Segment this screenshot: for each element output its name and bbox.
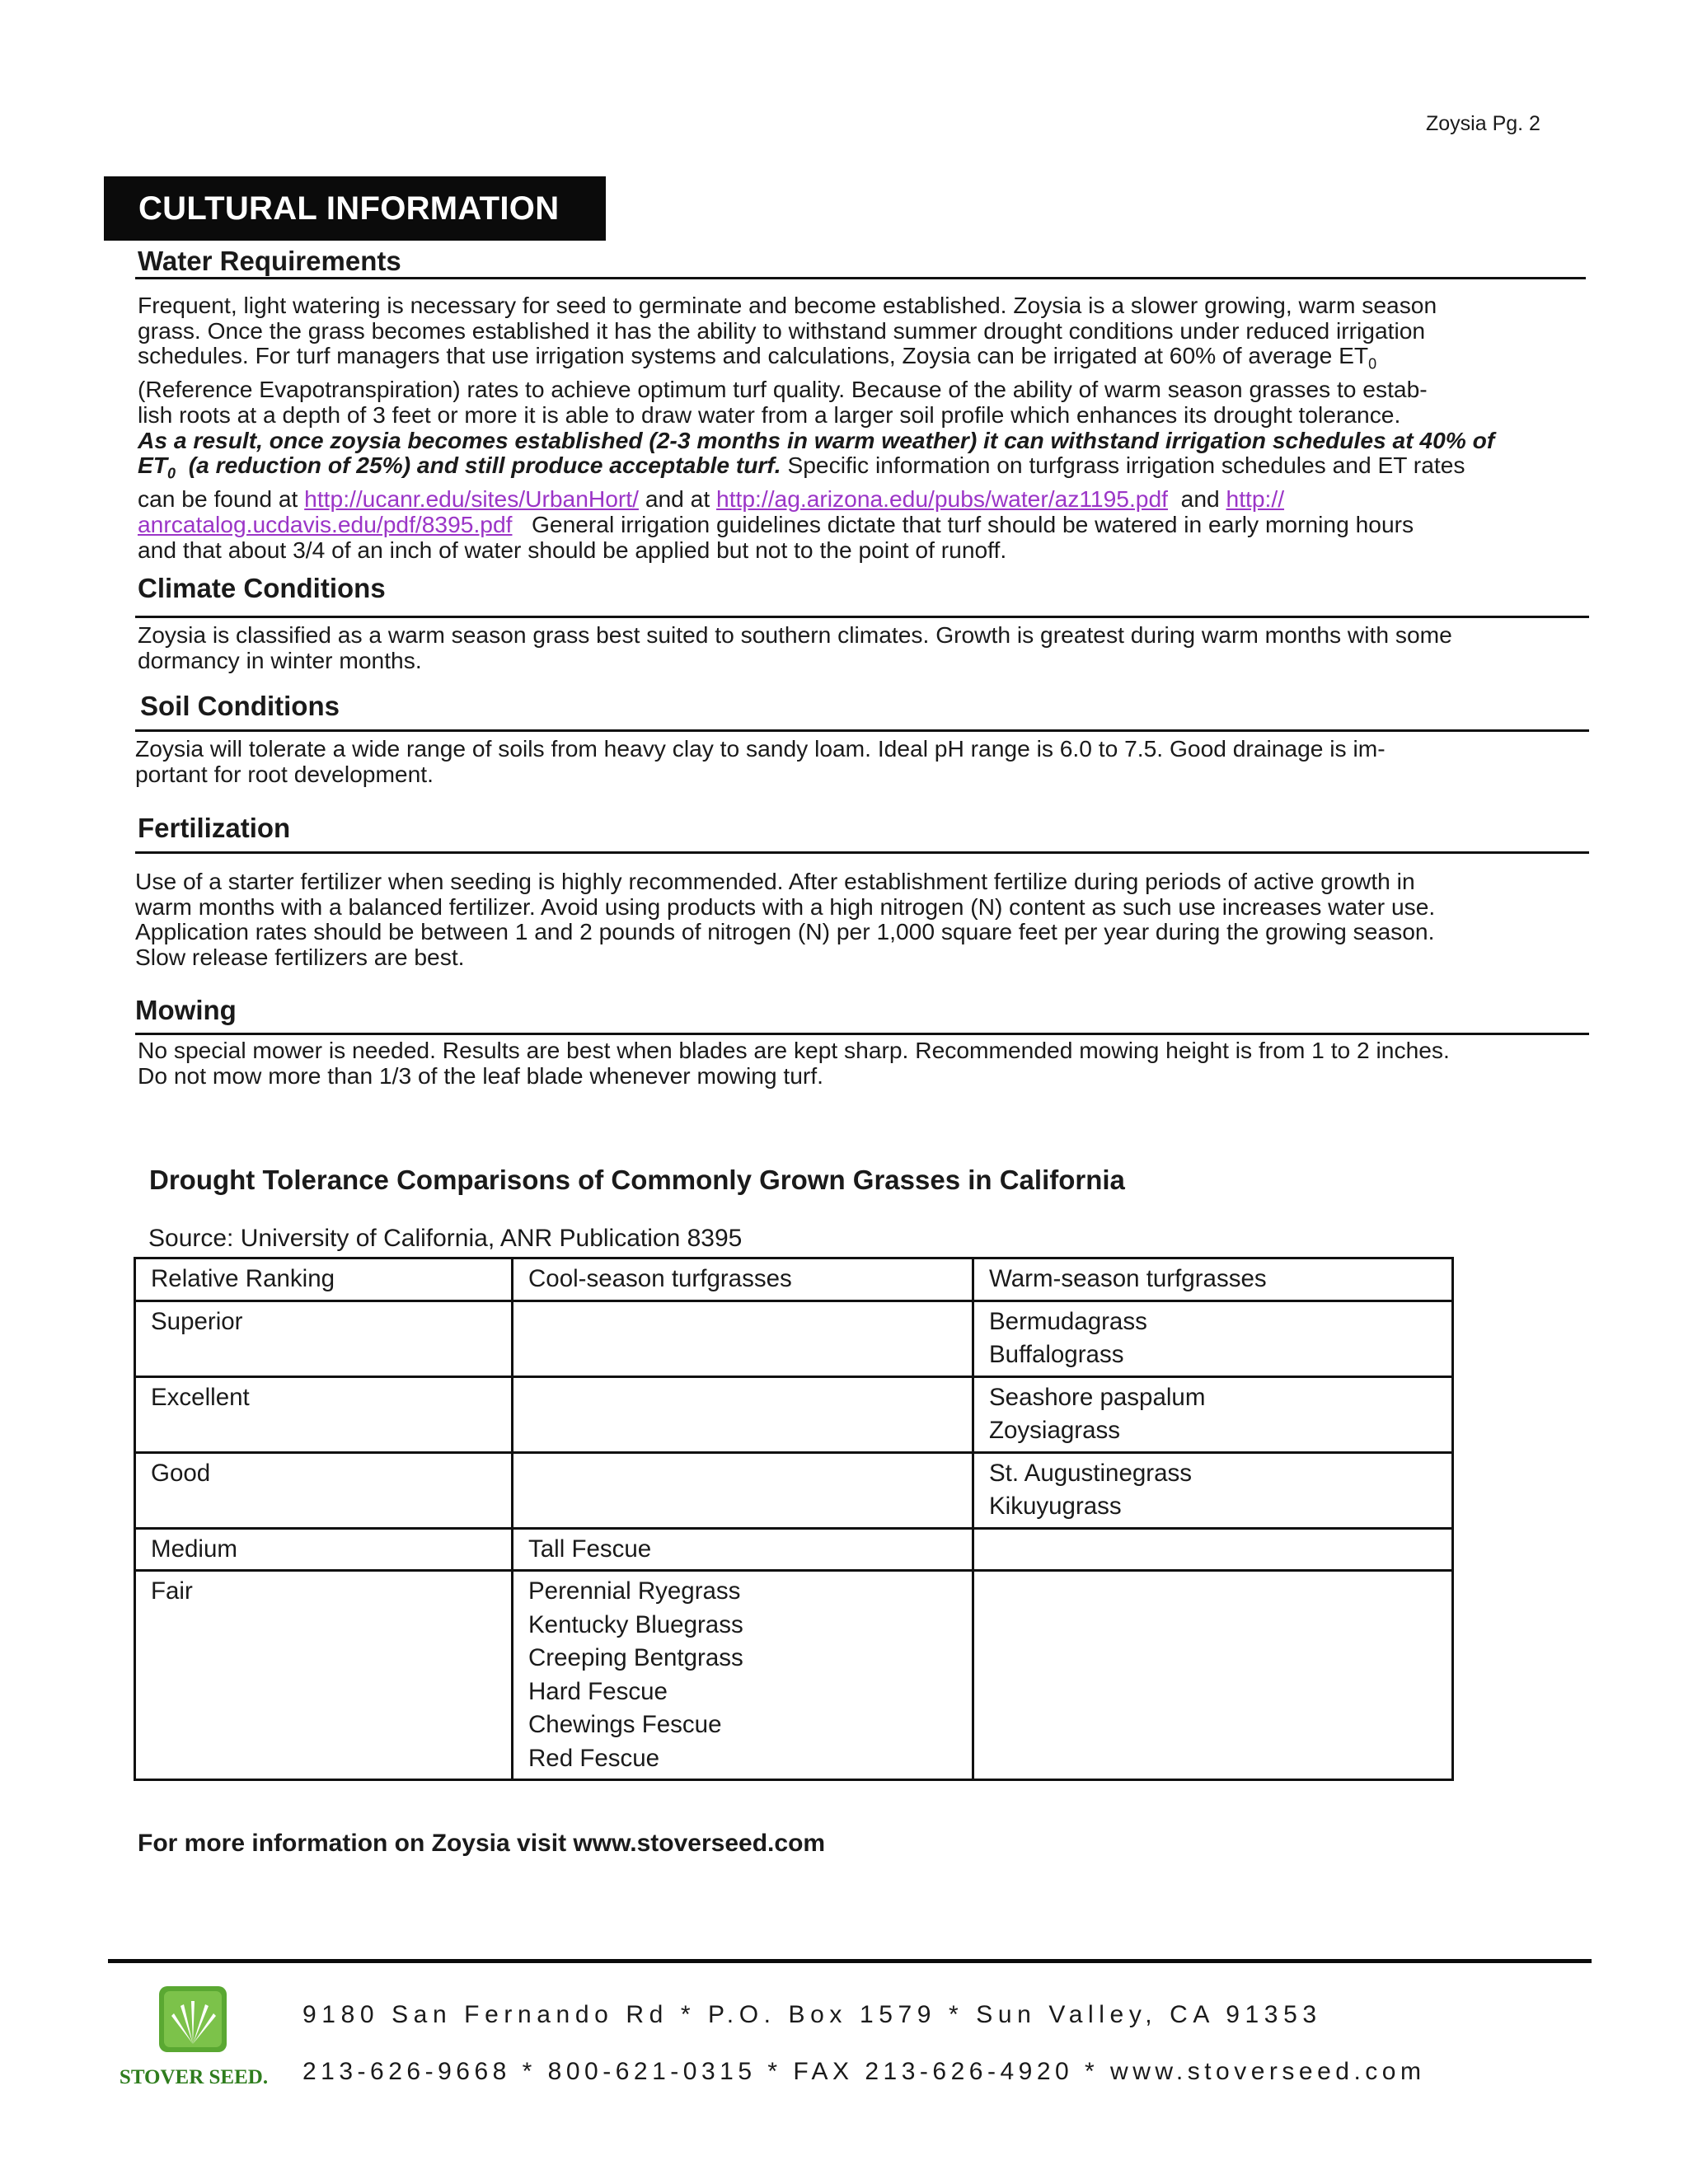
rank-cell: Excellent: [135, 1376, 513, 1452]
rank-cell: Superior: [135, 1301, 513, 1376]
cool-cell: [513, 1571, 973, 1780]
grass-item: St. Augustinegrass: [989, 1459, 1192, 1487]
cool-cell: [513, 1376, 973, 1452]
table-row: [135, 1571, 1453, 1780]
mowing-line: No special mower is needed. Results are best when blades are kept sharp. Recommended mowing height is from 1 to 2 inches.: [138, 1037, 1450, 1063]
warm-cell: [973, 1571, 1453, 1780]
mowing-line: Do not mow more than 1/3 of the leaf blade whenever mowing turf.: [138, 1062, 823, 1089]
section-title-climate: Climate Conditions: [138, 573, 386, 603]
climate-line: dormancy in winter months.: [138, 646, 422, 673]
water-line: anrcatalog.ucdavis.edu/pdf/8395.pdf General irrigation guidelines dictate that turf should be watered in early morning hours: [138, 511, 1414, 538]
section-title-soil: Soil Conditions: [140, 691, 340, 721]
water-line: schedules. For turf managers that use irrigation systems and calculations, Zoysia can be irrigated at 60% of average $ET_0$: [138, 342, 1377, 373]
table-source: Source: University of California, ANR Publication 8395: [148, 1225, 743, 1252]
table-header-cell: Cool-season turfgrasses: [513, 1258, 973, 1301]
grass-item: Tall Fescue: [528, 1535, 652, 1563]
stover-seed-logo: [119, 1986, 269, 2093]
table-row: [135, 1301, 1453, 1376]
water-line: (Reference Evapotranspiration) rates to achieve optimum turf quality. Because of the ability of warm season grasses to estab-: [138, 376, 1428, 403]
grass-item: Chewings Fescue: [528, 1711, 722, 1738]
climate-conditions-text: [138, 622, 1605, 673]
link-anrcatalog-part2[interactable]: anrcatalog.ucdavis.edu/pdf/8395.pdf: [138, 511, 513, 538]
soil-line: Zoysia will tolerate a wide range of soils from heavy clay to sandy loam. Ideal pH range is 6.0 to 7.5. Good drainage is im-: [135, 735, 1386, 762]
grass-item: Kentucky Bluegrass: [528, 1610, 743, 1638]
section-title-water: Water Requirements: [138, 246, 401, 276]
cultural-information-banner: CULTURAL INFORMATION: [104, 176, 606, 241]
grass-item: Hard Fescue: [528, 1677, 668, 1705]
warm-cell: [973, 1452, 1453, 1528]
fertilization-line: Application rates should be between 1 and 2 pounds of nitrogen (N) per 1,000 square feet per year during the growing season.: [135, 918, 1435, 945]
grass-logo-icon: [119, 1986, 269, 2093]
grass-item: Bermudagrass: [989, 1307, 1147, 1335]
water-requirements-text: [138, 293, 1605, 562]
soil-line: portant for root development.: [135, 760, 434, 787]
water-line: lish roots at a depth of 3 feet or more it is able to draw water from a larger soil profile which enhances its drought tolerance.: [138, 401, 1401, 429]
footer-rule: [108, 1959, 1592, 1963]
climate-line: Zoysia is classified as a warm season grass best suited to southern climates. Growth is greatest during warm months with some: [138, 621, 1452, 648]
section-rule-soil: [135, 729, 1589, 732]
warm-cell: [973, 1528, 1453, 1571]
link-ucanr[interactable]: http://ucanr.edu/sites/UrbanHort/: [304, 485, 639, 513]
footer-contact: 213-626-9668 * 800-621-0315 * FAX 213-626-4920 * www.stoverseed.com: [302, 2058, 1426, 2085]
logo-text: STOVER SEED.: [119, 2066, 269, 2088]
footer-address: 9180 San Fernando Rd * P.O. Box 1579 * Sun Valley, CA 91353: [302, 2001, 1322, 2028]
rank-cell: Good: [135, 1452, 513, 1528]
drought-tolerance-table: [134, 1257, 1454, 1781]
grass-item: Red Fescue: [528, 1744, 660, 1772]
table-row: [135, 1452, 1453, 1528]
soil-conditions-text: [135, 736, 1602, 786]
warm-cell: [973, 1376, 1453, 1452]
more-info-text: For more information on Zoysia visit www.stoverseed.com: [138, 1830, 826, 1857]
rank-cell: Fair: [135, 1571, 513, 1780]
warm-cell: [973, 1301, 1453, 1376]
fertilization-line: Slow release fertilizers are best.: [135, 943, 465, 970]
grass-item: Creeping Bentgrass: [528, 1644, 743, 1671]
water-line: and that about 3/4 of an inch of water should be applied but not to the point of runoff.: [138, 536, 1007, 563]
table-header-row: [135, 1258, 1453, 1301]
section-rule-water: [135, 277, 1586, 279]
cool-cell: [513, 1528, 973, 1571]
cool-cell: [513, 1452, 973, 1528]
fertilization-line: warm months with a balanced fertilizer. Avoid using products with a high nitrogen (N) content as such use increases water use.: [135, 893, 1436, 920]
cool-cell: [513, 1301, 973, 1376]
table-header-cell: Relative Ranking: [135, 1258, 513, 1301]
rank-cell: Medium: [135, 1528, 513, 1571]
page-number: Zoysia Pg. 2: [1426, 112, 1540, 135]
fertilization-line: Use of a starter fertilizer when seeding is highly recommended. After establishment fertilize during periods of active growth in: [135, 868, 1415, 894]
fertilization-text: [135, 869, 1602, 969]
water-line: grass. Once the grass becomes established it has the ability to withstand summer drought conditions under reduced irrigation: [138, 316, 1426, 344]
grass-item: Kikuyugrass: [989, 1493, 1122, 1520]
table-row: [135, 1528, 1453, 1571]
grass-item: Seashore paspalum: [989, 1383, 1206, 1411]
water-line: $ET_0$ (a reduction of 25%) and still produce acceptable turf. Specific information on turfgrass irrigation schedules and ET rates: [138, 452, 1465, 482]
section-rule-mowing: [135, 1033, 1589, 1035]
water-emphasis: As a result, once zoysia becomes established (2-3 months in warm weather) it can withstand irrigation schedules at 40% of: [138, 426, 1495, 453]
table-title: Drought Tolerance Comparisons of Commonly Grown Grasses in California: [149, 1165, 1125, 1195]
water-line: Frequent, light watering is necessary for seed to germinate and become established. Zoysia is a slower growing, warm season: [138, 292, 1437, 318]
grass-item: Zoysiagrass: [989, 1417, 1121, 1444]
section-rule-climate: [135, 616, 1589, 618]
link-anrcatalog-part1[interactable]: http://: [1226, 485, 1285, 513]
table-header-cell: Warm-season turfgrasses: [973, 1258, 1453, 1301]
section-title-fertilization: Fertilization: [138, 813, 291, 843]
section-title-mowing: Mowing: [135, 995, 237, 1025]
grass-item: Perennial Ryegrass: [528, 1577, 741, 1605]
mowing-text: [138, 1038, 1605, 1088]
table-row: [135, 1376, 1453, 1452]
link-arizona[interactable]: http://ag.arizona.edu/pubs/water/az1195.pdf: [716, 485, 1168, 513]
grass-item: Buffalograss: [989, 1341, 1124, 1368]
section-rule-fertilization: [135, 851, 1589, 854]
water-line: can be found at http://ucanr.edu/sites/UrbanHort/ and at http://ag.arizona.edu/pubs/water/az1195.pdf and http://: [138, 485, 1285, 513]
